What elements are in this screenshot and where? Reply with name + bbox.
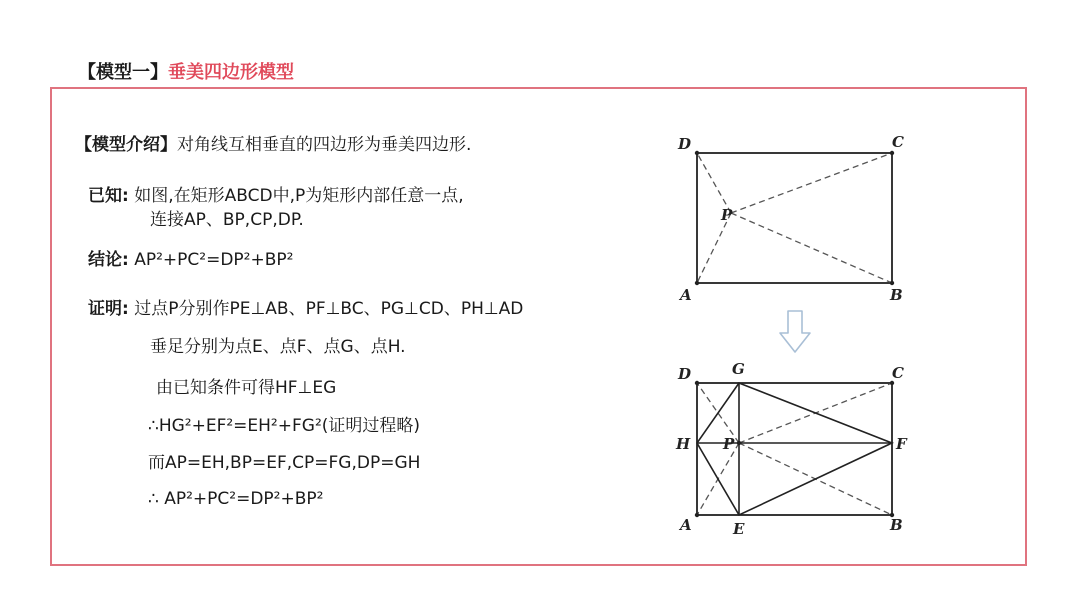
intro-text: 对角线互相垂直的四边形为垂美四边形. bbox=[177, 135, 472, 155]
given-line-2: 连接AP、BP,CP,DP. bbox=[150, 210, 304, 230]
conclusion-line bbox=[88, 250, 293, 270]
label-d: D bbox=[678, 135, 692, 153]
hollow-down-arrow-icon bbox=[778, 309, 812, 355]
proof-line-6: ∴ AP²+PC²=DP²+BP² bbox=[148, 489, 324, 509]
proof-label: 证明: bbox=[88, 299, 129, 319]
intro-line bbox=[75, 135, 471, 155]
label-d-2: D bbox=[678, 365, 692, 383]
title-prefix: 【模型一】 bbox=[78, 62, 168, 83]
segment-cp bbox=[731, 153, 892, 213]
label-p-2: P bbox=[723, 435, 735, 453]
label-f: F bbox=[896, 435, 907, 453]
label-p: P bbox=[721, 206, 733, 224]
given-line-1 bbox=[88, 186, 464, 206]
proof-line-1 bbox=[88, 299, 523, 319]
title-model-name: 垂美四边形模型 bbox=[168, 62, 294, 83]
segment-dp bbox=[697, 153, 731, 213]
figure-perpendicular-construction bbox=[670, 358, 920, 542]
proof-line-5: 而AP=EH,BP=EF,CP=FG,DP=GH bbox=[148, 453, 421, 473]
label-c: C bbox=[892, 133, 904, 151]
label-b: B bbox=[890, 286, 903, 304]
page-title bbox=[78, 58, 294, 84]
proof-line-2: 垂足分别为点E、点F、点G、点H. bbox=[150, 337, 406, 357]
segment-bp bbox=[731, 213, 892, 283]
label-a: A bbox=[680, 286, 692, 304]
label-a-2: A bbox=[680, 516, 692, 534]
figure-rectangle-with-point bbox=[670, 128, 920, 308]
given-label: 已知: bbox=[88, 186, 129, 206]
label-g: G bbox=[732, 360, 745, 378]
intro-label: 【模型介绍】 bbox=[75, 135, 177, 155]
proof-text-1: 过点P分别作PE⊥AB、PF⊥BC、PG⊥CD、PH⊥AD bbox=[134, 299, 524, 319]
given-text-1: 如图,在矩形ABCD中,P为矩形内部任意一点, bbox=[134, 186, 464, 206]
proof-line-3: 由已知条件可得HF⊥EG bbox=[156, 378, 337, 398]
label-b-2: B bbox=[890, 516, 903, 534]
label-e: E bbox=[733, 520, 745, 538]
label-c-2: C bbox=[892, 364, 904, 382]
conclusion-text: AP²+PC²=DP²+BP² bbox=[134, 250, 294, 270]
conclusion-label: 结论: bbox=[88, 250, 129, 270]
proof-line-4: ∴HG²+EF²=EH²+FG²(证明过程略) bbox=[148, 416, 421, 436]
label-h: H bbox=[676, 435, 691, 453]
